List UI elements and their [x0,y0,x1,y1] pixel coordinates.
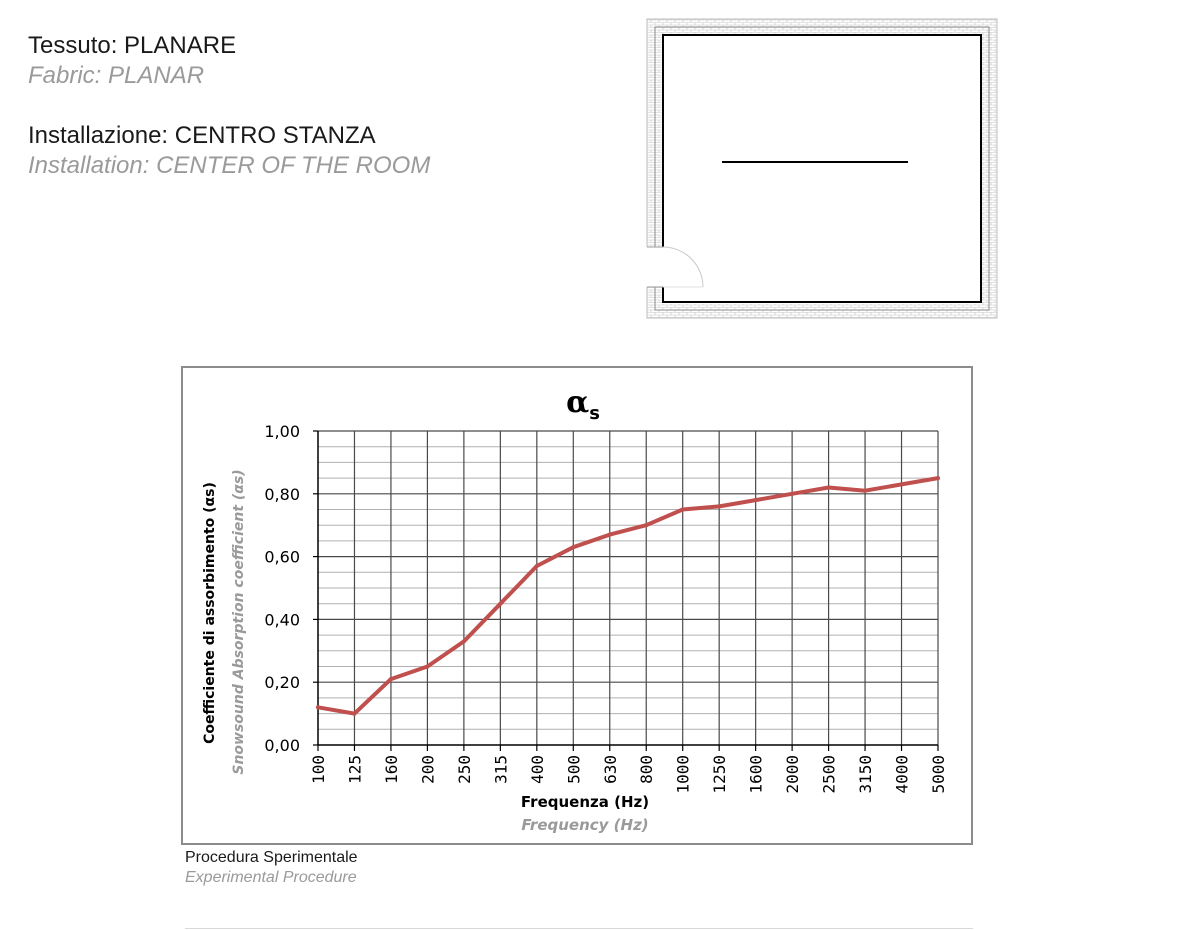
data-point [863,489,867,493]
data-point [790,492,794,496]
data-point [608,533,612,537]
fabric-label-en: Fabric: PLANAR [28,62,205,89]
chart-grid [318,431,938,745]
y-tick-label: 0,20 [264,673,300,693]
y-tick-label: 0,00 [264,736,300,755]
x-tick-label: 315 [491,755,511,784]
x-tick-labels [309,755,948,794]
x-tick-label: 800 [637,755,657,784]
data-point [936,476,940,480]
data-point [900,482,904,486]
x-tick-label: 200 [418,755,438,784]
data-point [535,564,539,568]
chart-title-sub: s [589,403,600,424]
data-point [498,602,502,606]
x-axis-label: Frequenza (Hz) [520,793,650,811]
data-point [462,639,466,643]
x-tick-label: 2000 [783,755,803,794]
x-tick-label: 1000 [673,755,693,794]
data-point [717,504,721,508]
y-tick-label: 0,40 [264,610,300,630]
x-tick-label: 125 [345,755,365,784]
y-tick-label: 0,80 [264,484,300,504]
data-point [425,665,429,669]
data-point [681,508,685,512]
y-tick-label: 0,60 [264,547,300,567]
x-tick-label: 160 [381,755,401,784]
bottom-divider [185,928,973,929]
data-point [754,498,758,502]
chart-frame [181,366,973,845]
x-axis-label-en: Frequency (Hz) [521,816,649,834]
y-tick-label: 1,00 [264,422,300,441]
installation-label: Installazione: CENTRO STANZA [28,122,376,149]
x-tick-label: 630 [600,755,620,784]
x-tick-label: 250 [454,755,474,784]
x-tick-label: 1600 [746,755,766,794]
data-point [644,523,648,527]
x-tick-label: 1250 [710,755,730,794]
y-axis-label: Coefficiente di assorbimento (αs) [202,482,218,744]
room-walls [647,19,997,318]
x-tick-label: 5000 [929,755,948,794]
installation-label-en: Installation: CENTER OF THE ROOM [28,152,431,179]
data-point [827,486,831,490]
x-tick-label: 3150 [856,755,876,794]
procedure-label-en: Experimental Procedure [185,869,357,886]
data-point [389,677,393,681]
x-tick-label: 2500 [819,755,839,794]
data-point [352,712,356,716]
y-axis-label-en: Snowsound Absorption coefficient (αs) [231,469,247,775]
chart-title [566,385,600,424]
x-tick-label: 100 [309,755,328,784]
room-plan-diagram [645,17,1000,322]
chart-series [316,476,940,715]
data-point [316,705,320,709]
chart-axes [313,431,938,751]
y-tick-labels [264,422,300,755]
x-tick-label: 4000 [892,755,912,794]
chart-title-main: α [566,385,590,420]
x-tick-label: 500 [564,755,584,784]
procedure-label: Procedura Sperimentale [185,849,358,866]
data-point [571,545,575,549]
series-line [318,478,938,713]
absorption-chart [183,368,971,843]
x-tick-label: 400 [527,755,547,784]
fabric-label: Tessuto: PLANARE [28,32,237,59]
